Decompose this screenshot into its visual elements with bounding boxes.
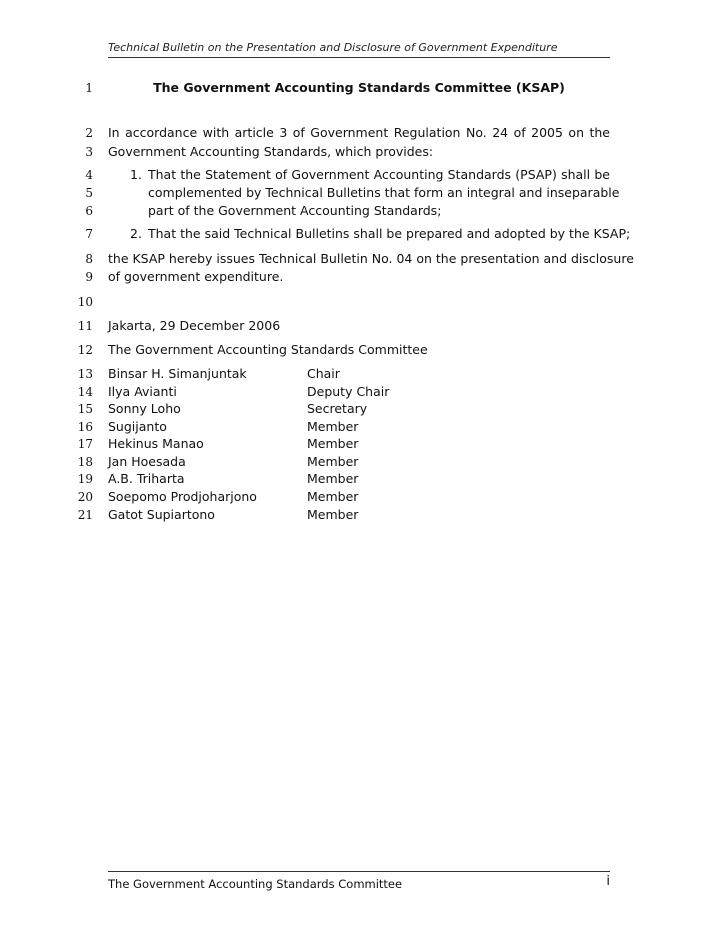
line-number: 3 [85, 145, 93, 159]
conclusion-line: the KSAP hereby issues Technical Bulletin No. 04 on the presentation and disclosure [108, 251, 634, 266]
line-number: 17 [77, 437, 93, 451]
list-item-line: That the said Technical Bulletins shall be prepared and adopted by the KSAP; [148, 226, 631, 241]
member-role: Secretary [307, 401, 368, 416]
conclusion-line: of government expenditure. [108, 269, 284, 284]
footer-rule [108, 871, 610, 872]
line-number: 15 [77, 402, 93, 416]
line-number: 5 [85, 186, 93, 200]
line-number: 10 [77, 295, 93, 309]
member-role: Member [307, 471, 359, 486]
line-number: 1 [85, 81, 93, 95]
line-number: 8 [85, 252, 93, 266]
committee-name: The Government Accounting Standards Committee [108, 342, 428, 357]
document-title: The Government Accounting Standards Committee (KSAP) [153, 80, 565, 95]
line-number: 20 [77, 490, 93, 504]
list-item-line: That the Statement of Government Accounting Standards (PSAP) shall be [148, 167, 610, 182]
member-name: Soepomo Prodjoharjono [108, 489, 257, 504]
line-number: 11 [77, 319, 93, 333]
line-number: 14 [77, 385, 93, 399]
member-role: Chair [307, 366, 340, 381]
member-role: Member [307, 436, 359, 451]
member-role: Member [307, 507, 359, 522]
line-number: 16 [77, 420, 93, 434]
member-role: Member [307, 454, 359, 469]
header-rule [108, 57, 610, 58]
member-name: Jan Hoesada [108, 454, 186, 469]
line-number: 13 [77, 367, 93, 381]
list-item-line: complemented by Technical Bulletins that form an integral and inseparable [148, 185, 620, 200]
member-name: Sonny Loho [108, 401, 181, 416]
member-name: A.B. Triharta [108, 471, 185, 486]
member-role: Member [307, 489, 359, 504]
member-role: Member [307, 419, 359, 434]
intro-line: Government Accounting Standards, which provides: [108, 144, 434, 159]
line-number: 18 [77, 455, 93, 469]
line-number: 2 [85, 126, 93, 140]
member-name: Hekinus Manao [108, 436, 204, 451]
member-role: Deputy Chair [307, 384, 390, 399]
member-name: Ilya Avianti [108, 384, 177, 399]
list-number: 2. [130, 226, 142, 241]
line-number: 12 [77, 343, 93, 357]
line-number: 7 [85, 227, 93, 241]
member-name: Binsar H. Simanjuntak [108, 366, 247, 381]
line-number: 4 [85, 168, 93, 182]
member-name: Sugijanto [108, 419, 167, 434]
line-number: 6 [85, 204, 93, 218]
running-header: Technical Bulletin on the Presentation and Disclosure of Government Expenditure [108, 41, 558, 54]
page-number: i [606, 874, 610, 889]
list-item-line: part of the Government Accounting Standards; [148, 203, 442, 218]
footer-text: The Government Accounting Standards Committee [108, 877, 403, 891]
member-name: Gatot Supiartono [108, 507, 215, 522]
place-date: Jakarta, 29 December 2006 [108, 318, 281, 333]
intro-line: In accordance with article 3 of Government Regulation No. 24 of 2005 on the [108, 125, 610, 140]
line-number: 21 [77, 508, 93, 522]
line-number: 9 [85, 270, 93, 284]
line-number: 19 [77, 472, 93, 486]
list-number: 1. [130, 167, 142, 182]
